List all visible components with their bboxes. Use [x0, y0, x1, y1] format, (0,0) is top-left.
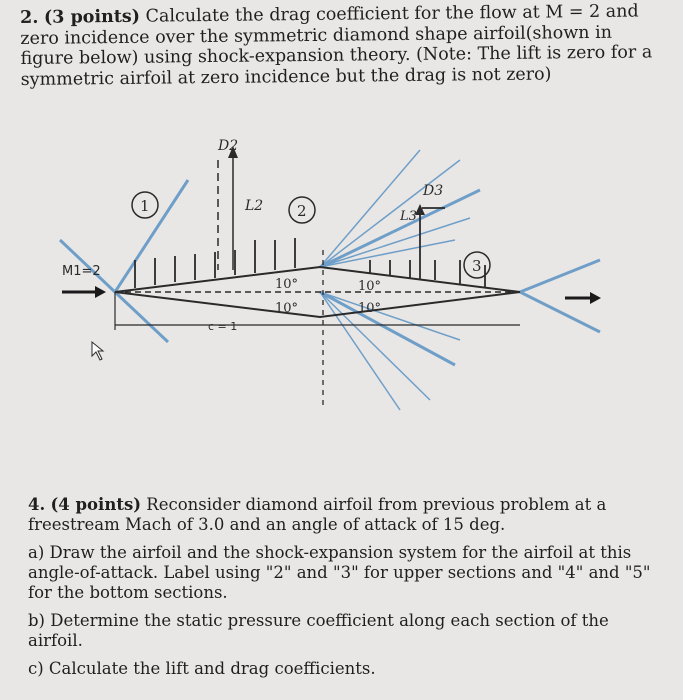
- label-D3: D3: [423, 183, 444, 199]
- label-L3: L3: [400, 209, 417, 224]
- region-2-label: 2: [297, 202, 307, 220]
- problem-2-text: [20, 1, 671, 90]
- problem-4-part-c: c) Calculate the lift and drag coefficients.: [28, 659, 376, 678]
- problem-4-part-a: a) Draw the airfoil and the shock-expansion system for the airfoil at this angle-of-attack. Label using "2" and "3" for upper sections and "4" and "5" for the bottom sections.: [28, 543, 651, 602]
- label-L2: L2: [245, 198, 264, 214]
- chord-label: c = 1: [208, 320, 238, 333]
- wave-lines: [60, 150, 600, 410]
- mach-label: M1=2: [62, 264, 101, 279]
- label-D2: D2: [218, 138, 239, 154]
- problem-4-number: 4.: [28, 495, 46, 514]
- region-3-label: 3: [472, 257, 482, 275]
- angle-lower-right: 10°: [358, 301, 382, 316]
- trailing-shock-upper: [520, 260, 600, 292]
- angle-upper-left: 10°: [275, 277, 299, 292]
- angle-lower-left: 10°: [275, 301, 299, 316]
- mouse-cursor-icon: [92, 342, 103, 360]
- problem-4-block: [28, 495, 668, 685]
- expansion-fan-upper: [320, 190, 480, 267]
- problem-4-part-b: b) Determine the static pressure coefficient along each section of the airfoil.: [28, 611, 609, 650]
- oblique-shock-lower: [115, 292, 168, 342]
- freestream-arrow-icon: [95, 286, 106, 298]
- oblique-shock-upper: [115, 180, 188, 292]
- problem-2-body: Calculate the drag coefficient for the flow at M = 2 and zero incidence over the symmetric diamond shape airfoil(shown in figure below) using shock-expansion theory. (Note: The lift is zero for a symmetric airfoil at zero incidence but the drag is not zero): [20, 1, 653, 90]
- problem-2-points: (3 points): [43, 6, 141, 28]
- angle-upper-right: 10°: [358, 279, 382, 294]
- problem-4-points: (4 points): [50, 495, 142, 514]
- exit-arrow-icon: [590, 292, 601, 304]
- region-1-label: 1: [140, 197, 150, 215]
- problem-2-number: 2.: [20, 7, 39, 28]
- problem-4-intro: Reconsider diamond airfoil from previous problem at a freestream Mach of 3.0 and an angle of attack of 15 deg.: [28, 495, 607, 534]
- diamond-airfoil-figure: [40, 120, 640, 420]
